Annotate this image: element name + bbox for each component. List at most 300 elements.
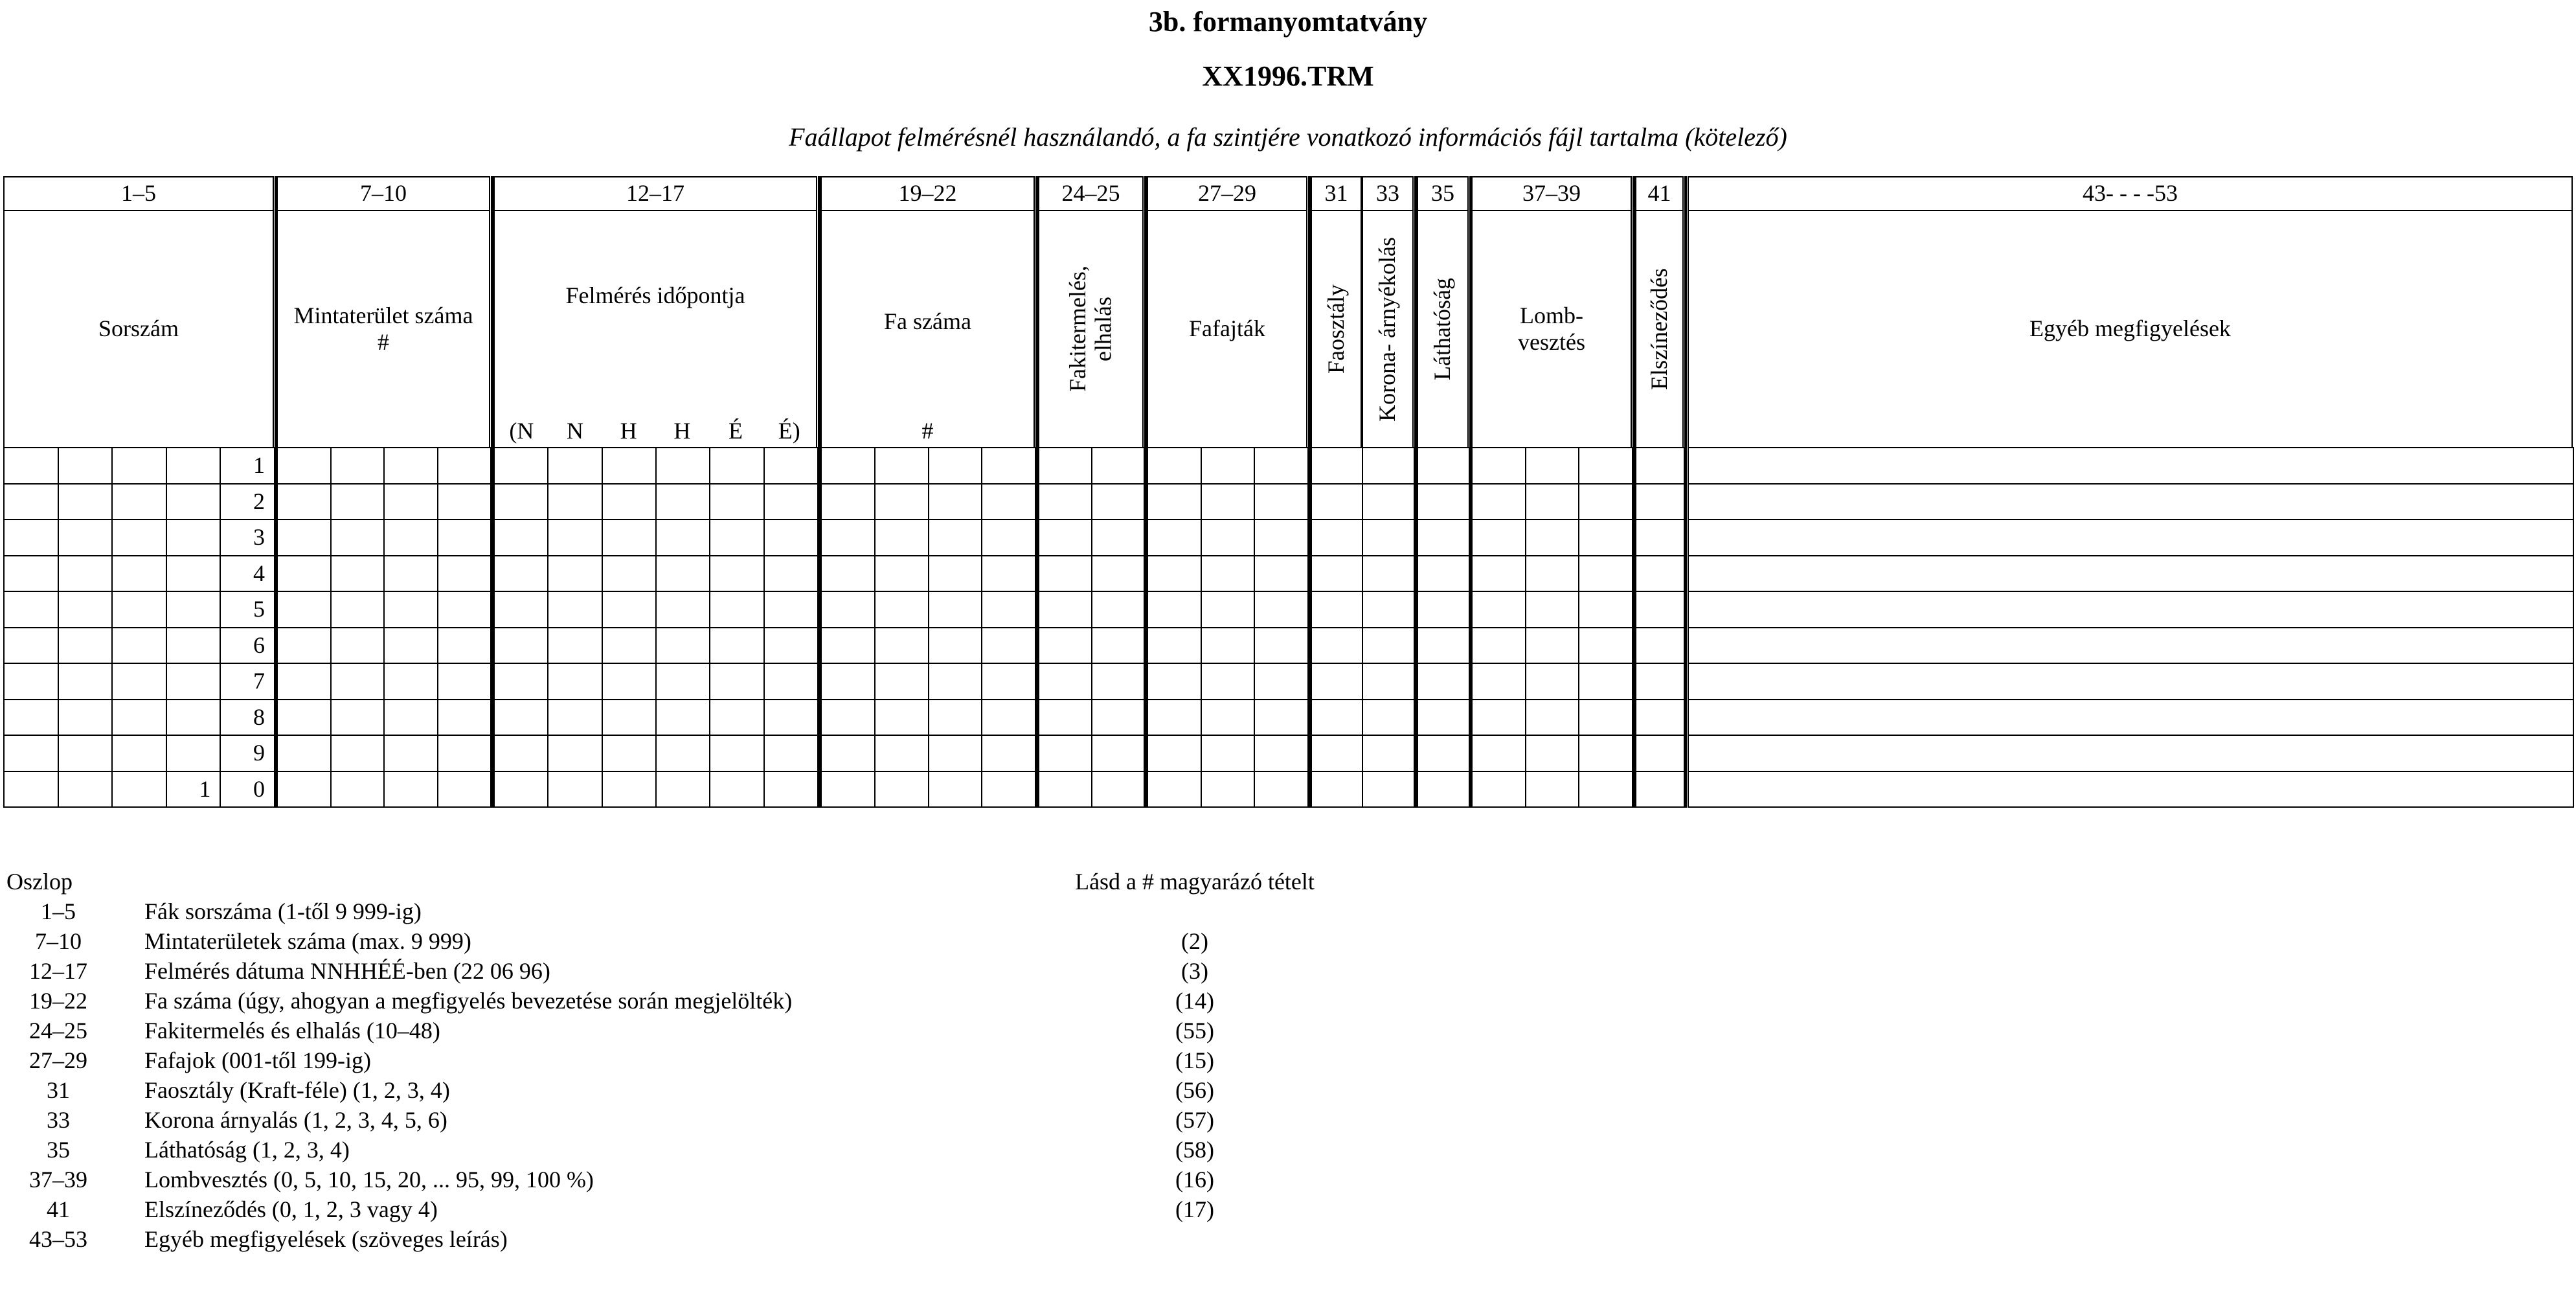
entry-cell[interactable] [763, 735, 819, 772]
entry-cell[interactable] [383, 447, 438, 485]
entry-cell[interactable] [383, 591, 438, 628]
entry-cell[interactable] [763, 627, 819, 665]
entry-cell[interactable] [602, 591, 657, 628]
entry-cell[interactable] [763, 483, 819, 521]
entry-cell[interactable] [1688, 771, 2574, 808]
entry-cell[interactable] [928, 447, 983, 485]
entry-cell[interactable] [709, 483, 764, 521]
entry-cell[interactable] [763, 555, 819, 593]
entry-cell[interactable] [1147, 735, 1202, 772]
entry-cell[interactable] [928, 771, 983, 808]
entry-cell[interactable] [709, 591, 764, 628]
entry-cell[interactable] [111, 699, 167, 736]
entry-cell[interactable] [58, 735, 113, 772]
entry-cell[interactable] [1311, 447, 1363, 485]
entry-cell[interactable] [58, 771, 113, 808]
entry-cell[interactable] [277, 483, 332, 521]
entry-cell[interactable] [1471, 627, 1526, 665]
entry-cell[interactable] [1201, 519, 1256, 556]
entry-cell[interactable] [1038, 519, 1092, 556]
entry-cell[interactable] [981, 483, 1036, 521]
entry-cell[interactable] [1471, 591, 1526, 628]
entry-cell[interactable] [1362, 627, 1415, 665]
entry-cell[interactable] [1417, 483, 1470, 521]
entry-cell[interactable] [820, 627, 876, 665]
entry-cell[interactable] [547, 735, 602, 772]
entry-cell[interactable] [383, 771, 438, 808]
entry-cell[interactable] [58, 483, 113, 521]
entry-cell[interactable] [1091, 483, 1146, 521]
entry-cell[interactable] [1635, 591, 1685, 628]
entry-cell[interactable]: 7 [220, 663, 275, 700]
entry-cell[interactable] [1147, 591, 1202, 628]
entry-cell[interactable] [330, 555, 385, 593]
entry-cell[interactable]: 4 [220, 555, 275, 593]
entry-cell[interactable] [1091, 591, 1146, 628]
entry-cell[interactable] [3, 591, 59, 628]
entry-cell[interactable] [1417, 447, 1470, 485]
entry-cell[interactable] [1688, 627, 2574, 665]
entry-cell[interactable] [1362, 735, 1415, 772]
entry-cell[interactable] [58, 555, 113, 593]
entry-cell[interactable] [437, 699, 492, 736]
entry-cell[interactable] [1525, 627, 1580, 665]
entry-cell[interactable] [493, 699, 548, 736]
entry-cell[interactable] [709, 627, 764, 665]
entry-cell[interactable] [3, 699, 59, 736]
entry-cell[interactable] [437, 447, 492, 485]
entry-cell[interactable] [277, 591, 332, 628]
entry-cell[interactable] [1091, 627, 1146, 665]
entry-cell[interactable] [1147, 519, 1202, 556]
entry-cell[interactable] [1525, 591, 1580, 628]
entry-cell[interactable] [58, 699, 113, 736]
entry-cell[interactable] [820, 447, 876, 485]
entry-cell[interactable] [1635, 627, 1685, 665]
entry-cell[interactable] [330, 519, 385, 556]
entry-cell[interactable] [1311, 591, 1363, 628]
entry-cell[interactable] [763, 519, 819, 556]
entry-cell[interactable] [1254, 771, 1309, 808]
entry-cell[interactable] [1471, 699, 1526, 736]
entry-cell[interactable] [1417, 627, 1470, 665]
entry-cell[interactable] [928, 699, 983, 736]
entry-cell[interactable] [111, 735, 167, 772]
entry-cell[interactable] [981, 447, 1036, 485]
entry-cell[interactable] [1417, 519, 1470, 556]
entry-cell[interactable] [874, 627, 929, 665]
entry-cell[interactable] [981, 519, 1036, 556]
entry-cell[interactable] [58, 591, 113, 628]
entry-cell[interactable] [1254, 483, 1309, 521]
entry-cell[interactable] [655, 519, 710, 556]
entry-cell[interactable] [1311, 483, 1363, 521]
entry-cell[interactable] [1254, 447, 1309, 485]
entry-cell[interactable] [1311, 735, 1363, 772]
entry-cell[interactable]: 5 [220, 591, 275, 628]
entry-cell[interactable] [3, 519, 59, 556]
entry-cell[interactable] [1091, 663, 1146, 700]
entry-cell[interactable] [1688, 663, 2574, 700]
entry-cell[interactable] [547, 483, 602, 521]
entry-cell[interactable] [111, 771, 167, 808]
entry-cell[interactable] [111, 555, 167, 593]
entry-cell[interactable] [1362, 519, 1415, 556]
entry-cell[interactable] [1578, 699, 1633, 736]
entry-cell[interactable] [602, 663, 657, 700]
entry-cell[interactable] [111, 663, 167, 700]
entry-cell[interactable] [111, 519, 167, 556]
entry-cell[interactable] [1578, 555, 1633, 593]
entry-cell[interactable] [547, 591, 602, 628]
entry-cell[interactable] [277, 699, 332, 736]
entry-cell[interactable] [1578, 735, 1633, 772]
entry-cell[interactable] [493, 771, 548, 808]
entry-cell[interactable] [330, 591, 385, 628]
entry-cell[interactable] [655, 735, 710, 772]
entry-cell[interactable] [763, 771, 819, 808]
entry-cell[interactable] [330, 627, 385, 665]
entry-cell[interactable] [166, 591, 221, 628]
entry-cell[interactable] [1688, 735, 2574, 772]
entry-cell[interactable] [1688, 447, 2574, 485]
entry-cell[interactable] [1471, 519, 1526, 556]
entry-cell[interactable] [1201, 735, 1256, 772]
entry-cell[interactable] [981, 735, 1036, 772]
entry-cell[interactable] [277, 447, 332, 485]
entry-cell[interactable] [1038, 735, 1092, 772]
entry-cell[interactable] [1038, 627, 1092, 665]
entry-cell[interactable] [277, 555, 332, 593]
entry-cell[interactable] [437, 771, 492, 808]
entry-cell[interactable] [1525, 663, 1580, 700]
entry-cell[interactable] [3, 555, 59, 593]
entry-cell[interactable] [1254, 699, 1309, 736]
entry-cell[interactable]: 8 [220, 699, 275, 736]
entry-cell[interactable] [1201, 591, 1256, 628]
entry-cell[interactable] [1311, 555, 1363, 593]
entry-cell[interactable] [1578, 483, 1633, 521]
entry-cell[interactable] [547, 627, 602, 665]
entry-cell[interactable] [928, 591, 983, 628]
entry-cell[interactable] [1147, 483, 1202, 521]
entry-cell[interactable] [1417, 771, 1470, 808]
entry-cell[interactable] [1362, 699, 1415, 736]
entry-cell[interactable] [763, 447, 819, 485]
entry-cell[interactable] [1038, 771, 1092, 808]
entry-cell[interactable] [874, 483, 929, 521]
entry-cell[interactable] [1362, 447, 1415, 485]
entry-cell[interactable] [1578, 519, 1633, 556]
entry-cell[interactable] [1635, 771, 1685, 808]
entry-cell[interactable] [1201, 771, 1256, 808]
entry-cell[interactable] [277, 627, 332, 665]
entry-cell[interactable] [602, 735, 657, 772]
entry-cell[interactable] [1254, 519, 1309, 556]
entry-cell[interactable] [1362, 663, 1415, 700]
entry-cell[interactable] [111, 447, 167, 485]
entry-cell[interactable] [1362, 591, 1415, 628]
entry-cell[interactable] [1091, 735, 1146, 772]
entry-cell[interactable] [1471, 663, 1526, 700]
entry-cell[interactable] [928, 663, 983, 700]
entry-cell[interactable] [655, 771, 710, 808]
entry-cell[interactable] [1417, 735, 1470, 772]
entry-cell[interactable] [763, 591, 819, 628]
entry-cell[interactable] [709, 447, 764, 485]
entry-cell[interactable] [820, 555, 876, 593]
entry-cell[interactable] [1525, 771, 1580, 808]
entry-cell[interactable] [1147, 627, 1202, 665]
entry-cell[interactable] [547, 699, 602, 736]
entry-cell[interactable] [493, 555, 548, 593]
entry-cell[interactable] [874, 519, 929, 556]
entry-cell[interactable] [437, 735, 492, 772]
entry-cell[interactable] [1578, 591, 1633, 628]
entry-cell[interactable] [111, 627, 167, 665]
entry-cell[interactable] [1688, 519, 2574, 556]
entry-cell[interactable] [3, 483, 59, 521]
entry-cell[interactable] [330, 663, 385, 700]
entry-cell[interactable] [58, 663, 113, 700]
entry-cell[interactable] [166, 555, 221, 593]
entry-cell[interactable] [277, 735, 332, 772]
entry-cell[interactable] [602, 483, 657, 521]
entry-cell[interactable] [1038, 699, 1092, 736]
entry-cell[interactable] [383, 735, 438, 772]
entry-cell[interactable] [1635, 519, 1685, 556]
entry-cell[interactable]: 0 [220, 771, 275, 808]
entry-cell[interactable] [655, 483, 710, 521]
entry-cell[interactable] [1254, 663, 1309, 700]
entry-cell[interactable] [1311, 771, 1363, 808]
entry-cell[interactable] [928, 555, 983, 593]
entry-cell[interactable] [493, 591, 548, 628]
entry-cell[interactable] [655, 591, 710, 628]
entry-cell[interactable] [1038, 555, 1092, 593]
entry-cell[interactable] [1688, 483, 2574, 521]
entry-cell[interactable] [763, 663, 819, 700]
entry-cell[interactable] [1525, 519, 1580, 556]
entry-cell[interactable] [820, 771, 876, 808]
entry-cell[interactable] [277, 519, 332, 556]
entry-cell[interactable] [1635, 699, 1685, 736]
entry-cell[interactable] [1362, 771, 1415, 808]
entry-cell[interactable] [437, 663, 492, 700]
entry-cell[interactable] [928, 519, 983, 556]
entry-cell[interactable] [437, 555, 492, 593]
entry-cell[interactable] [383, 519, 438, 556]
entry-cell[interactable]: 1 [166, 771, 221, 808]
entry-cell[interactable] [709, 735, 764, 772]
entry-cell[interactable] [1254, 735, 1309, 772]
entry-cell[interactable] [981, 591, 1036, 628]
entry-cell[interactable] [1688, 591, 2574, 628]
entry-cell[interactable] [1254, 555, 1309, 593]
entry-cell[interactable] [3, 663, 59, 700]
entry-cell[interactable] [547, 519, 602, 556]
entry-cell[interactable] [1147, 447, 1202, 485]
entry-cell[interactable] [493, 663, 548, 700]
entry-cell[interactable] [383, 627, 438, 665]
entry-cell[interactable] [330, 699, 385, 736]
entry-cell[interactable] [1091, 699, 1146, 736]
entry-cell[interactable] [874, 663, 929, 700]
entry-cell[interactable] [58, 519, 113, 556]
entry-cell[interactable] [1147, 555, 1202, 593]
entry-cell[interactable] [602, 555, 657, 593]
entry-cell[interactable] [709, 519, 764, 556]
entry-cell[interactable] [1471, 735, 1526, 772]
entry-cell[interactable] [1525, 699, 1580, 736]
entry-cell[interactable] [1688, 699, 2574, 736]
entry-cell[interactable] [1311, 663, 1363, 700]
entry-cell[interactable] [493, 735, 548, 772]
entry-cell[interactable] [602, 771, 657, 808]
entry-cell[interactable] [928, 483, 983, 521]
entry-cell[interactable]: 1 [220, 447, 275, 485]
entry-cell[interactable] [1417, 699, 1470, 736]
entry-cell[interactable] [1201, 555, 1256, 593]
entry-cell[interactable] [820, 735, 876, 772]
entry-cell[interactable] [709, 699, 764, 736]
entry-cell[interactable] [1525, 555, 1580, 593]
entry-cell[interactable] [1525, 447, 1580, 485]
entry-cell[interactable] [655, 447, 710, 485]
entry-cell[interactable] [1471, 483, 1526, 521]
entry-cell[interactable] [1635, 735, 1685, 772]
entry-cell[interactable] [383, 663, 438, 700]
entry-cell[interactable]: 3 [220, 519, 275, 556]
entry-cell[interactable] [1091, 555, 1146, 593]
entry-cell[interactable] [547, 447, 602, 485]
entry-cell[interactable] [981, 627, 1036, 665]
entry-cell[interactable] [1311, 519, 1363, 556]
entry-cell[interactable] [874, 771, 929, 808]
entry-cell[interactable] [166, 663, 221, 700]
entry-cell[interactable] [3, 627, 59, 665]
entry-cell[interactable] [1091, 519, 1146, 556]
entry-cell[interactable] [547, 771, 602, 808]
entry-cell[interactable] [437, 591, 492, 628]
entry-cell[interactable] [437, 519, 492, 556]
entry-cell[interactable] [437, 627, 492, 665]
entry-cell[interactable] [874, 555, 929, 593]
entry-cell[interactable] [1091, 447, 1146, 485]
entry-cell[interactable] [166, 735, 221, 772]
entry-cell[interactable] [166, 519, 221, 556]
entry-cell[interactable] [1038, 483, 1092, 521]
entry-cell[interactable] [1362, 483, 1415, 521]
entry-cell[interactable] [1091, 771, 1146, 808]
entry-cell[interactable] [1038, 591, 1092, 628]
entry-cell[interactable] [602, 627, 657, 665]
entry-cell[interactable] [437, 483, 492, 521]
entry-cell[interactable] [709, 555, 764, 593]
entry-cell[interactable] [1417, 663, 1470, 700]
entry-cell[interactable] [1311, 627, 1363, 665]
entry-cell[interactable] [383, 555, 438, 593]
entry-cell[interactable] [111, 591, 167, 628]
entry-cell[interactable] [655, 627, 710, 665]
entry-cell[interactable] [874, 591, 929, 628]
entry-cell[interactable] [493, 447, 548, 485]
entry-cell[interactable] [1688, 555, 2574, 593]
entry-cell[interactable] [1635, 447, 1685, 485]
entry-cell[interactable] [1311, 699, 1363, 736]
entry-cell[interactable] [1471, 447, 1526, 485]
entry-cell[interactable] [1578, 771, 1633, 808]
entry-cell[interactable] [1417, 555, 1470, 593]
entry-cell[interactable] [3, 447, 59, 485]
entry-cell[interactable] [1201, 699, 1256, 736]
entry-cell[interactable] [1147, 771, 1202, 808]
entry-cell[interactable] [166, 627, 221, 665]
entry-cell[interactable] [820, 699, 876, 736]
entry-cell[interactable] [1525, 483, 1580, 521]
entry-cell[interactable] [383, 483, 438, 521]
entry-cell[interactable] [1635, 483, 1685, 521]
entry-cell[interactable] [1038, 663, 1092, 700]
entry-cell[interactable] [547, 555, 602, 593]
entry-cell[interactable] [1147, 663, 1202, 700]
entry-cell[interactable] [111, 483, 167, 521]
entry-cell[interactable] [1578, 447, 1633, 485]
entry-cell[interactable] [928, 735, 983, 772]
entry-cell[interactable] [166, 699, 221, 736]
entry-cell[interactable] [330, 771, 385, 808]
entry-cell[interactable] [493, 519, 548, 556]
entry-cell[interactable] [58, 627, 113, 665]
entry-cell[interactable] [981, 771, 1036, 808]
entry-cell[interactable]: 6 [220, 627, 275, 665]
entry-cell[interactable] [330, 483, 385, 521]
entry-cell[interactable] [602, 699, 657, 736]
entry-cell[interactable] [820, 591, 876, 628]
entry-cell[interactable] [493, 627, 548, 665]
entry-cell[interactable] [277, 771, 332, 808]
entry-cell[interactable] [1578, 663, 1633, 700]
entry-cell[interactable] [981, 555, 1036, 593]
entry-cell[interactable] [1525, 735, 1580, 772]
entry-cell[interactable] [166, 483, 221, 521]
entry-cell[interactable]: 9 [220, 735, 275, 772]
entry-cell[interactable] [166, 447, 221, 485]
entry-cell[interactable] [277, 663, 332, 700]
entry-cell[interactable] [1201, 663, 1256, 700]
entry-cell[interactable] [383, 699, 438, 736]
entry-cell[interactable] [709, 663, 764, 700]
entry-cell[interactable] [1201, 483, 1256, 521]
entry-cell[interactable] [820, 519, 876, 556]
entry-cell[interactable] [981, 699, 1036, 736]
entry-cell[interactable] [1201, 447, 1256, 485]
entry-cell[interactable] [874, 699, 929, 736]
entry-cell[interactable] [820, 483, 876, 521]
entry-cell[interactable] [1635, 663, 1685, 700]
entry-cell[interactable] [602, 447, 657, 485]
entry-cell[interactable] [493, 483, 548, 521]
entry-cell[interactable] [1635, 555, 1685, 593]
entry-cell[interactable] [874, 735, 929, 772]
entry-cell[interactable] [655, 663, 710, 700]
entry-cell[interactable] [928, 627, 983, 665]
entry-cell[interactable] [547, 663, 602, 700]
entry-cell[interactable] [1417, 591, 1470, 628]
entry-cell[interactable] [1254, 591, 1309, 628]
entry-cell[interactable] [1147, 699, 1202, 736]
entry-cell[interactable] [709, 771, 764, 808]
